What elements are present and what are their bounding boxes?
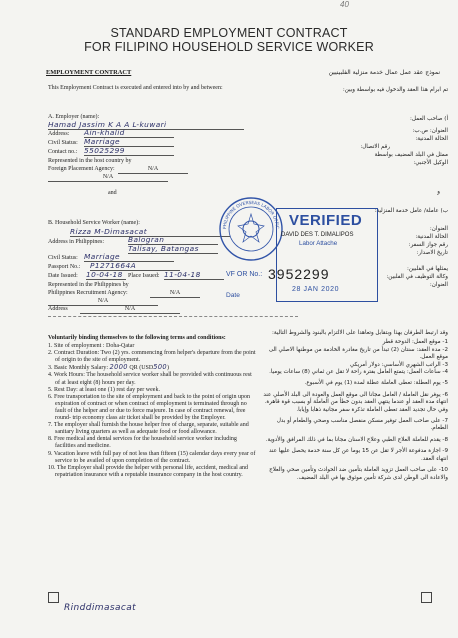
worker-passport-label: Passport No.: [48, 264, 81, 270]
term-item-ar: 8- يقدم للعاملة العلاج الطبي وعلاج الاسنان مجانا بما في ذلك المرافق والأدوية. [265, 436, 448, 443]
employer-contact: 55025299 [84, 146, 174, 156]
worker-addr-ar: العنوان: [429, 282, 448, 288]
worker-rep-na2: N/A [48, 298, 158, 306]
term-item: 10. The Employer shall provide the helper with personal life, accident, medical and repatriation insurance with a reputable insurance company in the host country. [48, 464, 248, 478]
section-divider [48, 316, 298, 317]
employer-rep-na2: N/A [48, 174, 168, 182]
worker-agency-ar: وكالة التوظيف في الفلبين: [386, 274, 448, 280]
employer-address: Ain-khalid [84, 128, 174, 138]
employer-civil: Marriage [84, 137, 174, 147]
salary-value: 2000 [109, 363, 128, 372]
term-item: 7. The employer shall furnish the house helper free of charge, separate, suitable and sanitary living quarters as well as adequate food or food allowance. [48, 422, 249, 436]
worker-address2: Talisay, Batangas [128, 244, 218, 254]
worker-place: 11-04-18 [164, 270, 224, 280]
attache-role: Labor Attache [299, 240, 338, 247]
worker-label: B. Household Service Worker (name): [48, 220, 140, 226]
employer-rep-ar: ممثل في البلد المضيف بواسطة [374, 152, 448, 158]
section-heading-en: EMPLOYMENT CONTRACT [46, 69, 132, 76]
term-item: 6. Free transportation to the site of employment and back to the point of origin upon expiration of contract or when contract of employment is terminated through no fault of the helper and or due to force majeure. In case of contract renewal, free round- trip economy class air ticket shall be provided by the Employer. [48, 393, 250, 422]
employer-label: A. Employer (name): [48, 114, 100, 120]
section-heading-ar: نموذج عقد عمل عمال خدمة منزلية الفلبينيين [328, 69, 440, 76]
term-item-ar: 9- اجازة مدفوعة الأجر لا تقل عن 15 يوما عن كل سنة خدمة يحصل عليها عند انتهاء العقد. [268, 448, 448, 462]
employer-contact-label: Contact no.: [48, 149, 78, 155]
term-item: 9. Vacation leave with full pay of not less than fifteen (15) calendar days every year of service to be availed of upon completion of the contract. [48, 450, 256, 464]
stamp-date-label: Date [226, 292, 240, 299]
embassy-seal [218, 196, 284, 262]
stamp-date: 28 JAN 2020 [292, 286, 340, 293]
employer-address-label: Address: [48, 131, 70, 137]
employer-label-ar: أ) صاحب العمل: [409, 116, 448, 122]
terms-heading: Voluntarily binding themselves to the following terms and conditions: [48, 335, 226, 341]
seal-text: PHILIPPINE OVERSEAS LABOR OFFIC [222, 200, 280, 230]
worker-address-line-na: N/A [80, 306, 180, 314]
worker-civil-label: Civil Status: [48, 255, 78, 261]
salary-close: ) [167, 365, 170, 372]
worker-rep-line2: Philippines Recruitment Agency: [48, 290, 128, 296]
footer-checkbox-right [421, 592, 432, 603]
svg-text:PHILIPPINE OVERSEAS LABOR OFFI [218, 196, 280, 229]
term-item-ar: 3- الراتب الشهري الأساسي: دولار أمريكي [349, 361, 448, 368]
terms-list-ar [262, 330, 448, 482]
vf-number: 3952299 [268, 266, 330, 282]
employer-rep-na1: N/A [118, 166, 188, 174]
worker-civil-ar: الحالة المدنية: [415, 234, 448, 240]
intro-en: This Employment Contract is executed and entered into by and between: [48, 85, 223, 91]
employer-agency-ar: الوكيل الأجنبي: [413, 160, 448, 166]
employer-civil-ar: الحالة المدنية: [415, 136, 448, 142]
term-item: 2. Contract Duration: Two (2) yrs. commencing from helper's departure from the point of origin to the site of employment. [48, 350, 256, 364]
term-item-ar: 10- على صاحب العمل تزويد العاملة بتأمين ضد الحوادث وتأمين صحي والعلاج والاعادة الى الوطن لدى شركة تأمين موثوق بها في البلد المضيف. [269, 467, 448, 481]
worker-passport: P1271664A [90, 261, 180, 271]
worker-issued-label: Date Issued: [48, 273, 78, 279]
term-item-ar: 1- موقع العمل: الدوحة قطر [382, 339, 448, 346]
term-item: 8. Free medical and dental services for the household service worker including facilities and medicine. [48, 436, 237, 450]
salary-label: 3. Basic Monthly Salary: [48, 365, 108, 372]
term-item-ar: 6- يوفر نقل العاملة / العامل مجانا الى موقع العمل والعودة الى البلد الأصلي عند انتهاء مدة العقد أو عندما ينتهي العقد بدون خطأ من العاملة أو بسبب قوة قاهرة. وفي حال تجديد العقد تعطى العاملة تذكرة سفر مجانية ذهابا وإيابا. [263, 391, 448, 413]
terms-list-en [48, 335, 258, 479]
worker-signature: Rinddimasacat [64, 603, 137, 613]
worker-address-label: Address in Philippines: [48, 239, 105, 245]
term-item: 5. Rest Day: at least one (1) rest day per week. [48, 386, 160, 393]
term-item-salary [48, 364, 258, 372]
worker-civil: Marriage [84, 252, 174, 262]
employer-contact-ar: رقم الاتصال: [360, 144, 390, 150]
salary-unit: QR (USD [129, 365, 154, 372]
term-item: 4. Work Hours: The household service worker shall be provided with continuous rest of at least eight (8) hours per day. [48, 372, 252, 386]
footer-checkbox-left [48, 592, 59, 603]
worker-address1: Balogran [128, 235, 218, 245]
worker-label-ar: ب) عاملة/ عامل خدمة المنزلية: [374, 208, 448, 214]
term-item-ar: 5- يوم العطلة: تعطى العاملة عطلة لمدة (1) يوم في الأسبوع. [304, 380, 448, 387]
and-en: and [108, 190, 117, 196]
employer-rep-line1: Represented in the host country by [48, 158, 132, 164]
employer-name: Hamad Jassim K A A L-kuwari [48, 120, 244, 130]
term-item-ar: 7- على صاحب العمل توفير مسكن منفصل مناسب وصحي والطعام أو بدل الطعام. [276, 418, 448, 432]
employer-address-ar: العنوان: ص.ب: [412, 128, 448, 134]
vf-label: VF OR No.: [226, 271, 263, 278]
worker-address-line-label: Address [48, 306, 68, 312]
verified-text: VERIFIED [289, 212, 363, 229]
document-subtitle: FOR FILIPINO HOUSEHOLD SERVICE WORKER [84, 40, 374, 54]
page-number: 40 [340, 0, 349, 9]
document-title: STANDARD EMPLOYMENT CONTRACT [110, 26, 348, 40]
worker-rep-ar: يمثلها في الفلبين: [407, 266, 448, 272]
intro-ar: تم ابرام هذا العقد والدخول فيه بواسطة وبين: [342, 87, 448, 93]
and-ar: و [437, 189, 440, 195]
employer-rep-line2: Foreign Placement Agency: [48, 166, 115, 172]
worker-place-label: Place Issued: [128, 273, 160, 279]
salary-usd: 500 [153, 363, 168, 372]
worker-address-ar: العنوان: [429, 226, 448, 232]
worker-rep-na1: N/A [150, 290, 200, 298]
worker-issued-ar: تاريخ الاصدار: [416, 250, 448, 256]
worker-issued: 10-04-18 [86, 270, 126, 280]
terms-heading-ar: وقد ارتبط الطرفان بهذا وبتقابل وتعاهدا على الالتزام بالبنود والشروط التالية: [272, 330, 448, 336]
term-item-ar: 2- مدة العقد: سنتان (2) تبدأ من تاريخ مغادرة الخادمة من موطنها الاصلي الى موقع العمل. [268, 346, 448, 361]
employer-civil-label: Civil Status: [48, 140, 78, 146]
worker-rep-line1: Represented in the Philippines by [48, 282, 129, 288]
worker-name: Rizza M-Dimasacat [70, 227, 230, 237]
attache-name: DAVID DES T. DIMALIPOS [281, 232, 354, 238]
term-item-ar: 4- ساعات العمل: يتمتع العامل بفترة راحة لا تقل عن ثماني (8) ساعات يوميا. [269, 369, 448, 376]
worker-passport-ar: رقم جواز السفر: [408, 242, 448, 248]
term-item: 1. Site of employment : Doha-Qatar [48, 343, 135, 350]
